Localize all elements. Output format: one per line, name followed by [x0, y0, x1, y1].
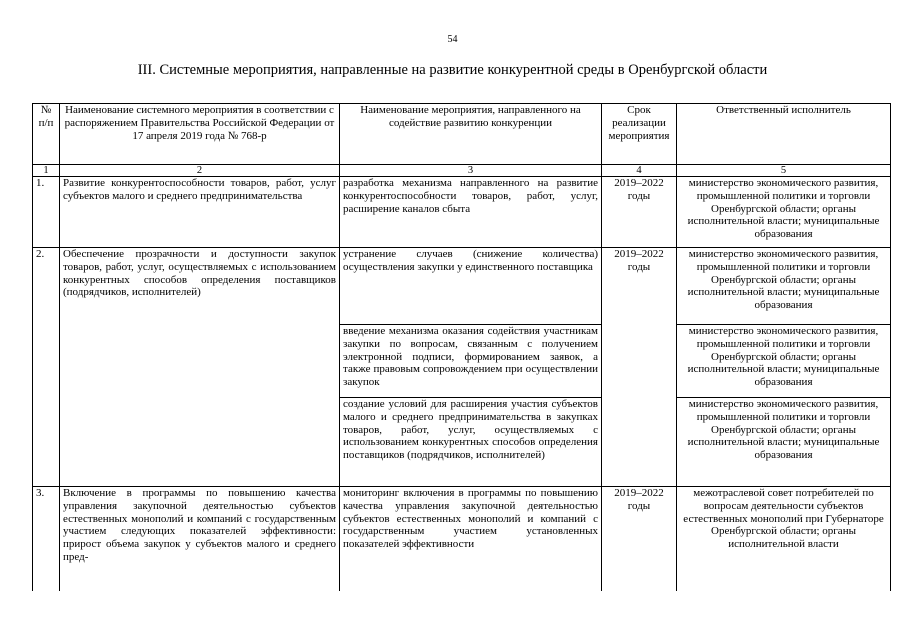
measure-cell: устранение случаев (снижение количества) осуществления закупки у единственного поставщика	[340, 248, 602, 325]
page-number: 54	[447, 34, 458, 45]
system-measure-cell: Включение в программы по повышению качества управления закупочной деятельностью субъектов естественных монополий и компаний с государственным участием следующих показателей эффективности: прирост объема закупок у субъектов малого и среднего пред-	[60, 487, 340, 592]
row-number: 2.	[33, 248, 60, 487]
measure-cell: создание условий для расширения участия субъектов малого и среднего предпринимательства в закупках товаров, работ, услуг, осуществляемых с использованием конкурентных способов определения поставщиков (подрядчиков, исполнителей)	[340, 398, 602, 487]
term-cell: 2019–2022 годы	[602, 177, 677, 248]
section-title: III. Системные мероприятия, направленные на развитие конкурентной среды в Оренбургской области	[137, 62, 768, 78]
header-row	[33, 104, 891, 165]
header-no: № п/п	[33, 104, 60, 165]
header-system-measure: Наименование системного мероприятия в соответствии с распоряжением Правительства Российской Федерации от 17 апреля 2019 года № 768-р	[60, 104, 340, 165]
measure-cell: разработка механизма направленного на развитие конкурентоспособности товаров, работ, услуг, расширение каналов сбыта	[340, 177, 602, 248]
measure-cell: мониторинг включения в программы по повышению качества управления закупочной деятельностью субъектов естественных монополий и компаний с государственным участием установленных показателей эффективности	[340, 487, 602, 592]
header-responsible: Ответственный исполнитель	[677, 104, 891, 165]
measures-table	[32, 103, 891, 591]
responsible-cell: министерство экономического развития, промышленной политики и торговли Оренбургской области; органы исполнительной власти; муниципальные образования	[677, 177, 891, 248]
responsible-cell: министерство экономического развития, промышленной политики и торговли Оренбургской области; органы исполнительной власти; муниципальные образования	[677, 248, 891, 325]
system-measure-cell: Обеспечение прозрачности и доступности закупок товаров, работ, услуг, осуществляемых с использованием конкурентных способов определения поставщиков (подрядчиков, исполнителей)	[60, 248, 340, 487]
term-cell: 2019–2022 годы	[602, 248, 677, 487]
table-row	[33, 487, 891, 592]
row-number: 1.	[33, 177, 60, 248]
term-cell: 2019–2022 годы	[602, 487, 677, 592]
column-number: 2	[60, 165, 340, 177]
header-measure: Наименование мероприятия, направленного на содействие развитию конкуренции	[340, 104, 602, 165]
table-row	[33, 177, 891, 248]
row-number: 3.	[33, 487, 60, 592]
measure-cell: введение механизма оказания содействия участникам закупки по вопросам, связанным с получением электронной подписи, формированием заявок, а также правовым сопровождением при осуществлении закупок	[340, 325, 602, 398]
header-term: Срок реализации мероприятия	[602, 104, 677, 165]
responsible-cell: министерство экономического развития, промышленной политики и торговли Оренбургской области; органы исполнительной власти; муниципальные образования	[677, 398, 891, 487]
column-number: 3	[340, 165, 602, 177]
responsible-cell: межотраслевой совет потребителей по вопросам деятельности субъектов естественных монополий при Губернаторе Оренбургской области; органы исполнительной власти	[677, 487, 891, 592]
system-measure-cell: Развитие конкурентоспособности товаров, работ, услуг субъектов малого и среднего предпринимательства	[60, 177, 340, 248]
column-number: 1	[33, 165, 60, 177]
table-row	[33, 248, 891, 325]
column-number: 5	[677, 165, 891, 177]
responsible-cell: министерство экономического развития, промышленной политики и торговли Оренбургской области; органы исполнительной власти; муниципальные образования	[677, 325, 891, 398]
column-number-row	[33, 165, 891, 177]
column-number: 4	[602, 165, 677, 177]
